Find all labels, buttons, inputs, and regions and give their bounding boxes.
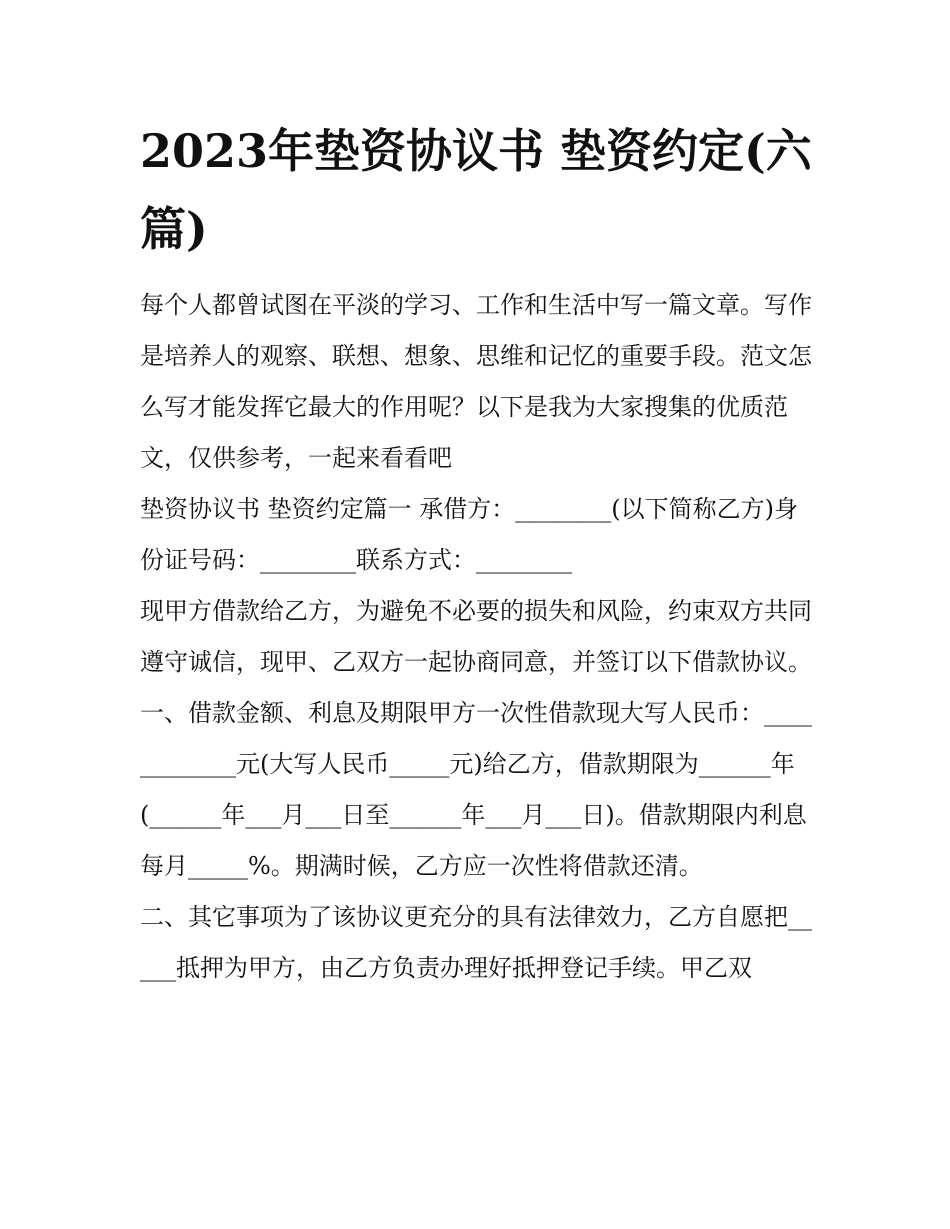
paragraph-clause-1: 一、借款金额、利息及期限甲方一次性借款现大写人民币：____________元(大写人民币_____元)给乙方，借款期限为______年(______年___月___日至______年___月___日)。借款期限内利息每月_____%。期满时候，乙方应一次性将借款还清。 — [140, 699, 812, 880]
paragraph-preamble: 现甲方借款给乙方，为避免不必要的损失和风险，约束双方共同遵守诚信，现甲、乙双方一起协商同意，并签订以下借款协议。 — [140, 597, 812, 676]
paragraph-clause-2: 二、其它事项为了该协议更充分的具有法律效力，乙方自愿把_____抵押为甲方，由乙方负责办理好抵押登记手续。甲乙双 — [140, 903, 812, 982]
document-body — [140, 280, 812, 994]
document-title: 2023年垫资协议书 垫资约定(六篇) — [140, 124, 812, 256]
paragraph-parties: 垫资协议书 垫资约定篇一 承借方：________(以下简称乙方)身份证号码：________联系方式：________ — [140, 495, 798, 574]
paragraph-intro: 每个人都曾试图在平淡的学习、工作和生活中写一篇文章。写作是培养人的观察、联想、想象、思维和记忆的重要手段。范文怎么写才能发挥它最大的作用呢？以下是我为大家搜集的优质范文，仅供参考，一起来看看吧 — [140, 291, 812, 472]
